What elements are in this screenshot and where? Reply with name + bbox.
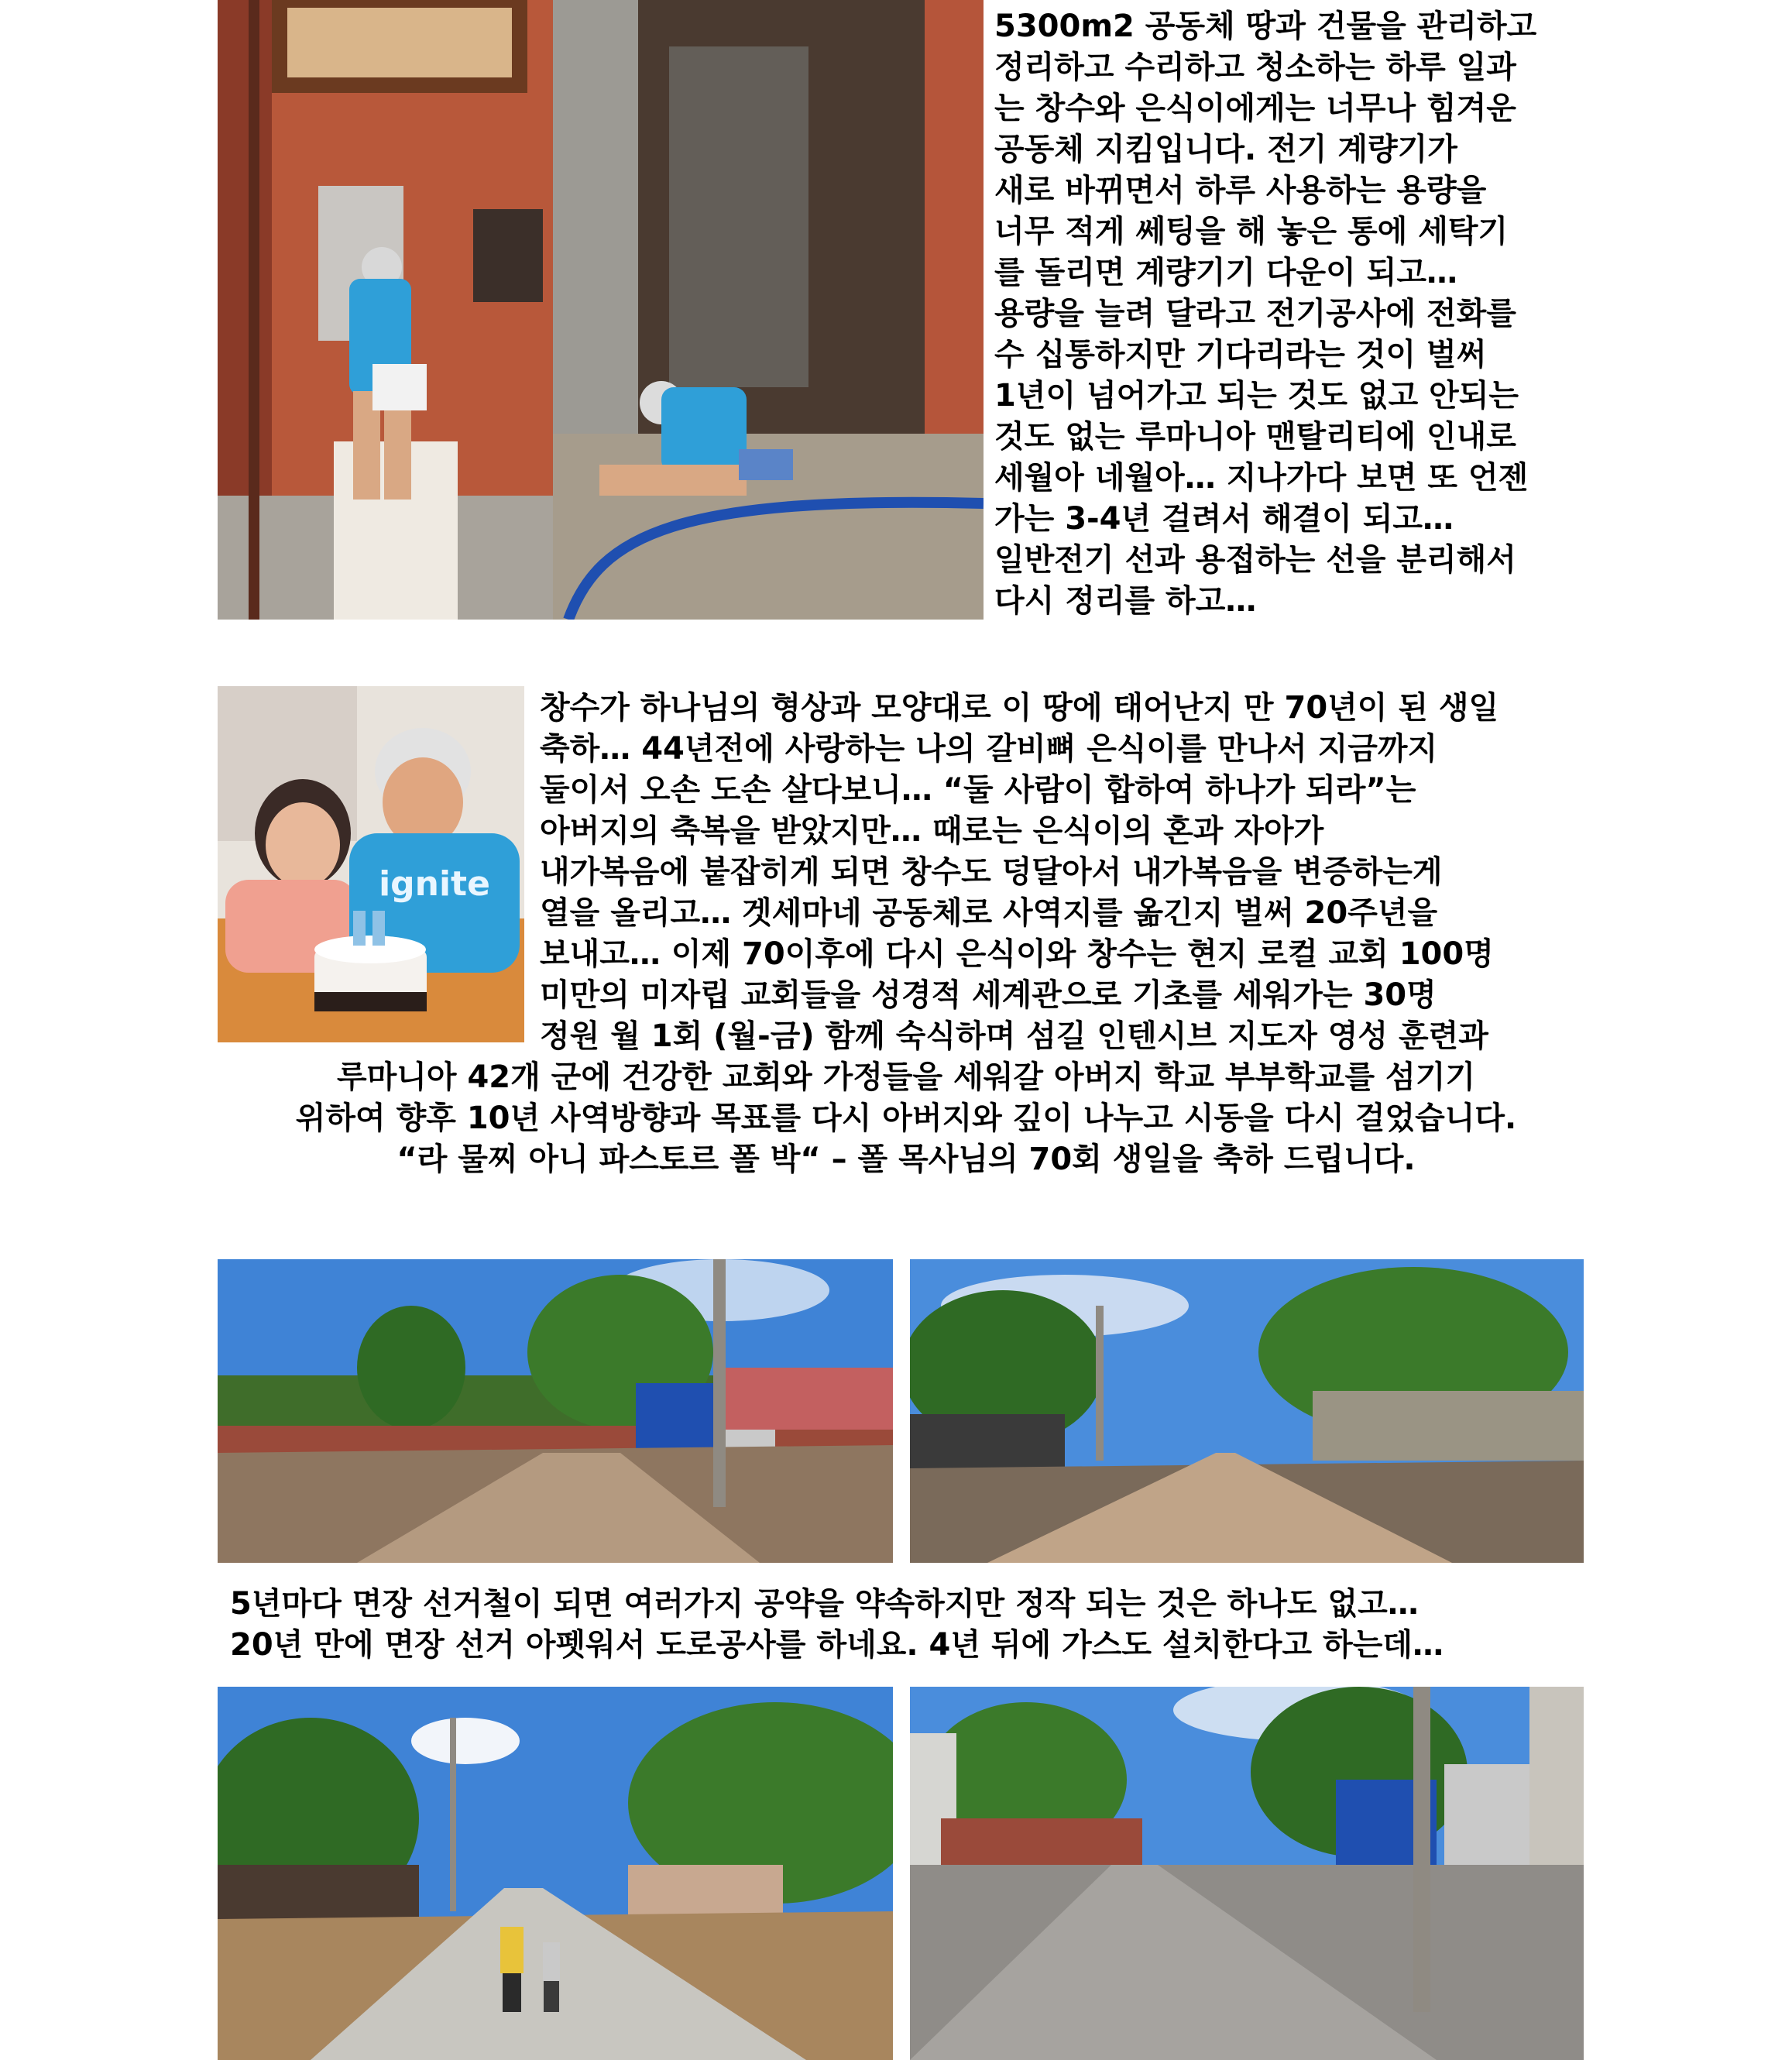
meter-story-line: 1년이 넘어가고 되는 것도 없고 안되는 [994, 378, 1519, 414]
photo-road-dirt-right [910, 1259, 1584, 1563]
birthday-text-full [178, 1057, 1634, 1180]
birthday-text-side [540, 688, 1771, 1057]
meter-story-line: 다시 정리를 하고… [994, 583, 1257, 619]
birthday-line: 보내고… 이제 70이후에 다시 은식이와 창수는 현지 로컬 교회 100명 [540, 936, 1494, 972]
photo-man-fixing-meter [218, 0, 553, 620]
birthday-line: 미만의 미자립 교회들을 성경적 세계관으로 기초를 세워가는 30명 [540, 977, 1437, 1013]
meter-story-line: 세월아 네월아… 지나가다 보면 또 언젠 [994, 460, 1529, 496]
meter-story-line: 를 돌리면 계량기기 다운이 되고… [994, 255, 1458, 290]
meter-story-line: 가는 3-4년 걸려서 해결이 되고… [994, 501, 1454, 537]
birthday-line: 위하여 향후 10년 사역방향과 목표를 다시 아버지와 깊이 나누고 시동을 다시 걸었습니다. [295, 1100, 1517, 1136]
photo-birthday-cake [218, 686, 524, 1042]
birthday-greeting: “라 물찌 아니 파스토르 폴 박“ – 폴 목사님의 70회 생일을 축하 드립니다. [397, 1142, 1416, 1177]
meter-story-line: 공동체 지킴입니다. 전기 계량기가 [994, 132, 1457, 167]
meter-story-line: 너무 적게 쎄팅을 해 놓은 통에 세탁기 [994, 214, 1509, 249]
road-story-line: 20년 만에 면장 선거 아펫워서 도로공사를 하네요. 4년 뒤에 가스도 설치한다고 하는데… [230, 1627, 1444, 1663]
birthday-line: 루마니아 42개 군에 건강한 교회와 가정들을 세워갈 아버지 학교 부부학교를 섬기기 [336, 1059, 1476, 1095]
meter-story-line: 정리하고 수리하고 청소하는 하루 일과 [994, 50, 1516, 85]
birthday-line: 열을 올리고… 겟세마네 공동체로 사역지를 옮긴지 벌써 20주년을 [540, 895, 1438, 931]
meter-story-line: 5300m2 공동체 땅과 건물을 관리하고 [994, 9, 1537, 44]
meter-story-line: 새로 바뀌면서 하루 사용하는 용량을 [994, 173, 1487, 208]
birthday-line: 창수가 하나님의 형상과 모양대로 이 땅에 태어난지 만 70년이 된 생일 [540, 690, 1499, 726]
birthday-line: 축하… 44년전에 사랑하는 나의 갈비뼈 은식이를 만나서 지금까지 [540, 731, 1438, 767]
birthday-line: 정원 월 1회 (월-금) 함께 숙식하며 섬길 인텐시브 지도자 영성 훈련과 [540, 1018, 1488, 1054]
birthday-line: 아버지의 축복을 받았지만… 때로는 은식이의 혼과 자아가 [540, 813, 1324, 849]
birthday-line: 내가복음에 붙잡히게 되면 창수도 덩달아서 내가복음을 변증하는게 [540, 854, 1443, 890]
photo-man-sitting-wiring [553, 0, 984, 620]
road-story-text [230, 1584, 1608, 1666]
meter-story-line: 수 십통하지만 기다리라는 것이 벌써 [994, 337, 1487, 373]
meter-story-text [994, 6, 1769, 622]
meter-story-line: 용량을 늘려 달라고 전기공사에 전화를 [994, 296, 1516, 331]
shirt-print-text: ignite [379, 864, 490, 904]
birthday-line: 둘이서 오손 도손 살다보니… “둘 사람이 합하여 하나가 되라”는 [540, 772, 1416, 808]
meter-story-line: 는 창수와 은식이에게는 너무나 힘겨운 [994, 91, 1516, 126]
photo-road-gravel-gate [910, 1687, 1584, 2060]
photo-road-gravel-walkers [218, 1687, 893, 2060]
road-story-line: 5년마다 면장 선거철이 되면 여러가지 공약을 약속하지만 정작 되는 것은 하나도 없고… [230, 1586, 1419, 1622]
meter-story-line: 일반전기 선과 용접하는 선을 분리해서 [994, 542, 1516, 578]
meter-story-line: 것도 없는 루마니아 맨탈리티에 인내로 [994, 419, 1516, 455]
photo-road-dirt-left [218, 1259, 893, 1563]
